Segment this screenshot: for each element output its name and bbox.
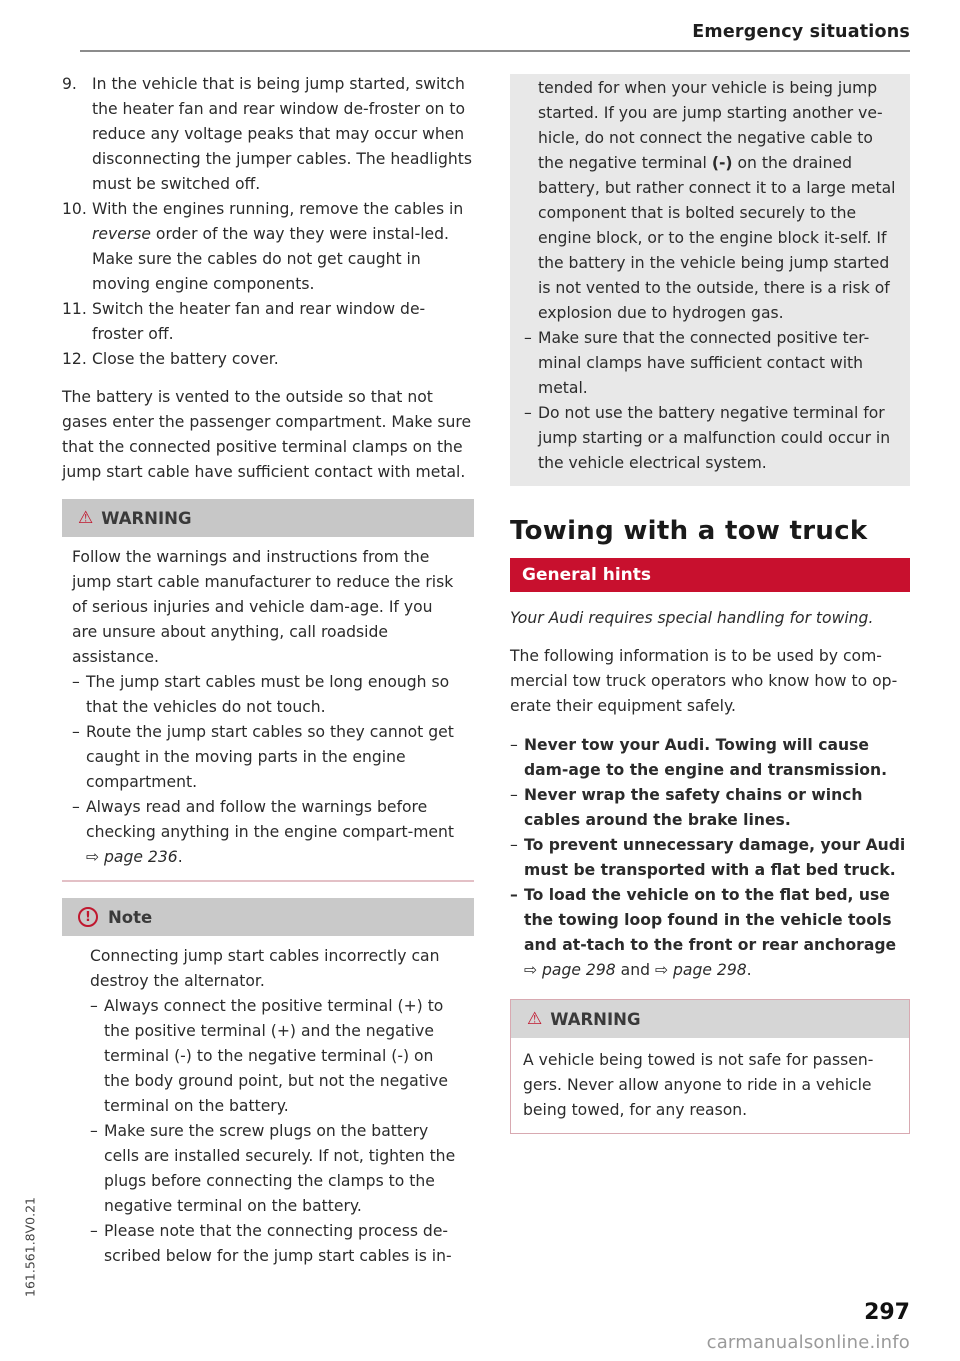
step-number: 11. (62, 300, 87, 318)
page-number: 297 (864, 1300, 910, 1325)
watermark: carmanualsonline.info (706, 1332, 910, 1353)
step-item (62, 347, 474, 372)
step-text-part: With the engines running, remove the cables in (92, 200, 464, 218)
towing-rule-text-part: To load the vehicle on to the flat bed, use the towing loop found in the vehicle tools and at-tach to the front or rear anchorage (524, 886, 897, 954)
section-title: Towing with a tow truck (510, 516, 868, 546)
note-list-item (524, 401, 896, 476)
info-circle-icon: ! (78, 907, 98, 927)
warning-triangle-icon: ⚠ (527, 1009, 543, 1029)
warning-box-header (62, 499, 474, 537)
towing-rules-list (510, 733, 910, 983)
towing-warning-box (510, 999, 910, 1134)
note-item-text: Do not use the battery negative terminal for jump starting or a malfunction could occur in the vehicle electrical system. (538, 404, 891, 472)
punctuation: . (177, 848, 183, 866)
page-reference-link[interactable]: ⇨ page 298 (654, 961, 747, 979)
towing-rule-item (510, 883, 910, 983)
step-text: Switch the heater fan and rear window de-froster off. (92, 300, 426, 343)
note-list-item (90, 1219, 462, 1269)
step-text: Close the battery cover. (92, 350, 279, 368)
note-item-text: Make sure the screw plugs on the battery cells are installed securely. If not, tighten the plugs before connecting the clamps to the negative terminal on the battery. (104, 1122, 456, 1215)
warning-triangle-icon: ⚠ (78, 508, 94, 528)
note-continued-part: on the drained battery, but rather connect it to a large metal component that is bolted securely to the engine block, or to the engine block it-self. If the battery in the vehicle being jump started is not vented to the outside, there is a risk of explosion due to hydrogen gas. (538, 154, 896, 322)
note-continued-text (524, 76, 896, 326)
dash-bullet: – (510, 786, 518, 804)
section-paragraph: The following information is to be used by com-mercial tow truck operators who know how to op-erate their equipment safely. (510, 647, 898, 715)
note-list-item (524, 326, 896, 401)
page-reference-link[interactable]: ⇨ page 298 (524, 961, 616, 979)
towing-rule-item (510, 783, 910, 833)
dash-bullet: – (90, 1122, 98, 1140)
warning-item-text: Route the jump start cables so they cannot get caught in the moving parts in the engine compartment. (86, 723, 454, 791)
note-box (62, 898, 474, 1279)
step-number: 9. (62, 75, 77, 93)
running-header: Emergency situations (692, 22, 910, 42)
dash-bullet: – (72, 673, 80, 691)
note-continued-part: tended for when your vehicle is being jump started. If you are jump starting another ve-hicle, do not connect the negative cable to the negative terminal (538, 79, 883, 172)
dash-bullet: – (510, 736, 518, 754)
towing-rule-item (510, 833, 910, 883)
warning-list-item (72, 795, 462, 870)
step-number: 12. (62, 350, 87, 368)
punctuation: . (746, 961, 752, 979)
section-intro: Your Audi requires special handling for towing. (510, 609, 874, 627)
note-item-text: Always connect the positive terminal (+) to the positive terminal (+) and the negative terminal (-) to the negative terminal (-) on the body ground point, but not the negative terminal on the battery. (104, 997, 448, 1115)
step-item (62, 197, 474, 297)
note-item-text: Make sure that the connected positive ter-minal clamps have sufficient contact with metal. (538, 329, 870, 397)
page-reference-link[interactable]: ⇨ page 236 (86, 848, 178, 866)
note-item-text: Please note that the connecting process de-scribed below for the jump start cables is in- (104, 1222, 452, 1265)
step-item (62, 297, 474, 347)
towing-rule-item (510, 733, 910, 783)
left-column (62, 72, 474, 1279)
dash-bullet: – (510, 836, 518, 854)
warning-title: WARNING (101, 508, 192, 528)
note-box-header (62, 898, 474, 936)
dash-bullet: – (524, 404, 532, 422)
dash-bullet: – (72, 798, 80, 816)
warning-intro: Follow the warnings and instructions from the jump start cable manufacturer to reduce the risk of serious injuries and vehicle dam-age. If you are unsure about anything, call roadside assistance. (72, 548, 454, 666)
document-code (18, 1182, 42, 1312)
towing-rule-text: To prevent unnecessary damage, your Audi must be transported with a flat bed truck. (524, 836, 906, 879)
body-paragraph: The battery is vented to the outside so that not gases enter the passenger compartment. Make sure that the connected positive terminal clamps on the jump start cable have sufficient contact with metal. (62, 388, 472, 481)
warning-box-body (62, 537, 474, 880)
warning-item-text-part: Always read and follow the warnings before checking anything in the engine compart-ment (86, 798, 455, 841)
warning-box (62, 499, 474, 882)
dash-bullet: – (90, 1222, 98, 1240)
header-rule (80, 50, 910, 52)
right-column (510, 74, 910, 1134)
conjunction: and (615, 961, 655, 979)
warning-title: WARNING (550, 1009, 641, 1029)
subsection-heading: General hints (510, 558, 910, 592)
warning-box-body (511, 1038, 909, 1133)
step-text (92, 197, 474, 297)
towing-rule-text: Never wrap the safety chains or winch cables around the brake lines. (524, 786, 863, 829)
warning-item-text (86, 795, 462, 870)
step-item (62, 72, 474, 197)
note-list-item (90, 994, 462, 1119)
towing-rule-text (524, 883, 910, 983)
note-title: Note (108, 907, 153, 927)
warning-box-header (511, 1000, 909, 1038)
towing-rule-text: Never tow your Audi. Towing will cause dam-age to the engine and transmission. (524, 736, 888, 779)
warning-list-item (72, 720, 462, 795)
note-box-body (62, 936, 474, 1279)
dash-bullet: – (72, 723, 80, 741)
note-intro: Connecting jump start cables incorrectly can destroy the alternator. (90, 947, 440, 990)
dash-bullet: – (510, 886, 518, 904)
dash-bullet: – (90, 997, 98, 1015)
step-number: 10. (62, 200, 87, 218)
warning-text: A vehicle being towed is not safe for passen-gers. Never allow anyone to ride in a vehicle being towed, for any reason. (523, 1051, 874, 1119)
note-continuation-box (510, 74, 910, 486)
dash-bullet: – (524, 329, 532, 347)
step-list (62, 72, 474, 372)
step-text-emphasis: reverse (92, 225, 151, 243)
step-text-part: order of the way they were instal-led. Make sure the cables do not get caught in moving engine components. (92, 225, 449, 293)
warning-list-item (72, 670, 462, 720)
warning-item-text: The jump start cables must be long enough so that the vehicles do not touch. (86, 673, 450, 716)
negative-terminal-symbol: (-) (711, 154, 733, 172)
step-text: In the vehicle that is being jump started, switch the heater fan and rear window de-froster on to reduce any voltage peaks that may occur when disconnecting the jumper cables. The headlights must be switched off. (92, 75, 472, 193)
note-list-item (90, 1119, 462, 1219)
document-code-text: 161.561.8V0.21 (22, 1197, 38, 1297)
